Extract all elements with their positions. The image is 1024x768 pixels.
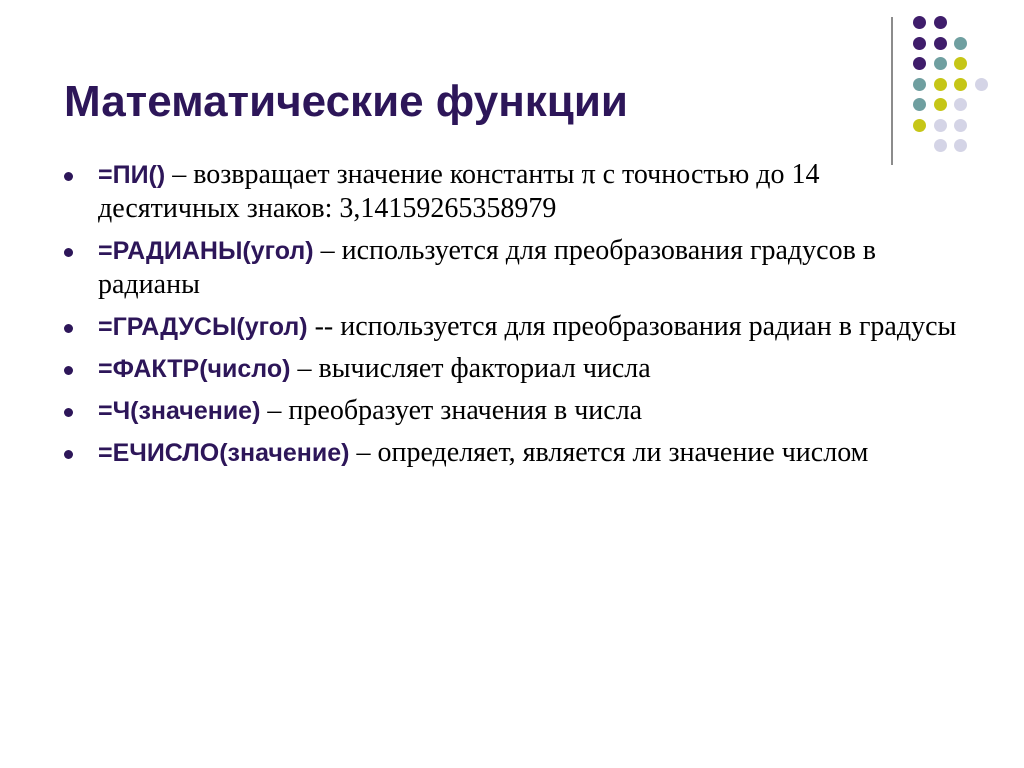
decorative-dot bbox=[913, 119, 926, 132]
bullet-list bbox=[64, 158, 964, 478]
decorative-dot bbox=[913, 98, 926, 111]
function-name: =ЕЧИСЛО(значение) bbox=[98, 439, 350, 467]
slide-title: Математические функции bbox=[64, 77, 628, 126]
decorative-dot bbox=[913, 78, 926, 91]
decorative-dot bbox=[954, 98, 967, 111]
function-description: – используется для преобразования градусов в радианы bbox=[98, 235, 877, 300]
function-description: – вычисляет факториал числа bbox=[290, 353, 651, 384]
function-name: =Ч(значение) bbox=[98, 397, 261, 425]
bullet-icon bbox=[64, 450, 73, 459]
bullet-item bbox=[64, 352, 964, 386]
bullet-item bbox=[64, 310, 964, 344]
vertical-divider bbox=[891, 17, 893, 165]
function-name: =ПИ() bbox=[98, 161, 166, 189]
bullet-item bbox=[64, 234, 964, 302]
decorative-dot bbox=[954, 78, 967, 91]
decorative-dot bbox=[954, 119, 967, 132]
decorative-dot bbox=[954, 57, 967, 70]
decorative-dot bbox=[975, 78, 988, 91]
decorative-dot bbox=[934, 78, 947, 91]
bullet-item bbox=[64, 436, 964, 470]
function-description: – возвращает значение константы π с точностью до 14 десятичных знаков: 3,14159265358979 bbox=[98, 159, 820, 224]
bullet-icon bbox=[64, 408, 73, 417]
function-description: – преобразует значения в числа bbox=[260, 395, 643, 426]
decorative-dot bbox=[934, 16, 947, 29]
decorative-dot bbox=[913, 37, 926, 50]
decorative-dot bbox=[954, 37, 967, 50]
bullet-icon bbox=[64, 324, 73, 333]
decorative-dot bbox=[934, 119, 947, 132]
function-description: – определяет, является ли значение числом bbox=[349, 437, 869, 468]
bullet-icon bbox=[64, 366, 73, 375]
bullet-icon bbox=[64, 172, 73, 181]
function-name: =ГРАДУСЫ(угол) bbox=[98, 313, 308, 341]
decorative-dot bbox=[954, 139, 967, 152]
decorative-dot bbox=[913, 57, 926, 70]
decorative-dot bbox=[934, 37, 947, 50]
decorative-dot bbox=[934, 98, 947, 111]
decorative-dot bbox=[934, 139, 947, 152]
function-name: =ФАКТР(число) bbox=[98, 355, 291, 383]
function-description: -- используется для преобразования радиан в градусы bbox=[307, 311, 957, 342]
bullet-icon bbox=[64, 248, 73, 257]
bullet-item bbox=[64, 394, 964, 428]
bullet-item bbox=[64, 158, 964, 226]
decorative-dot bbox=[913, 16, 926, 29]
decorative-dot bbox=[934, 57, 947, 70]
function-name: =РАДИАНЫ(угол) bbox=[98, 237, 314, 265]
